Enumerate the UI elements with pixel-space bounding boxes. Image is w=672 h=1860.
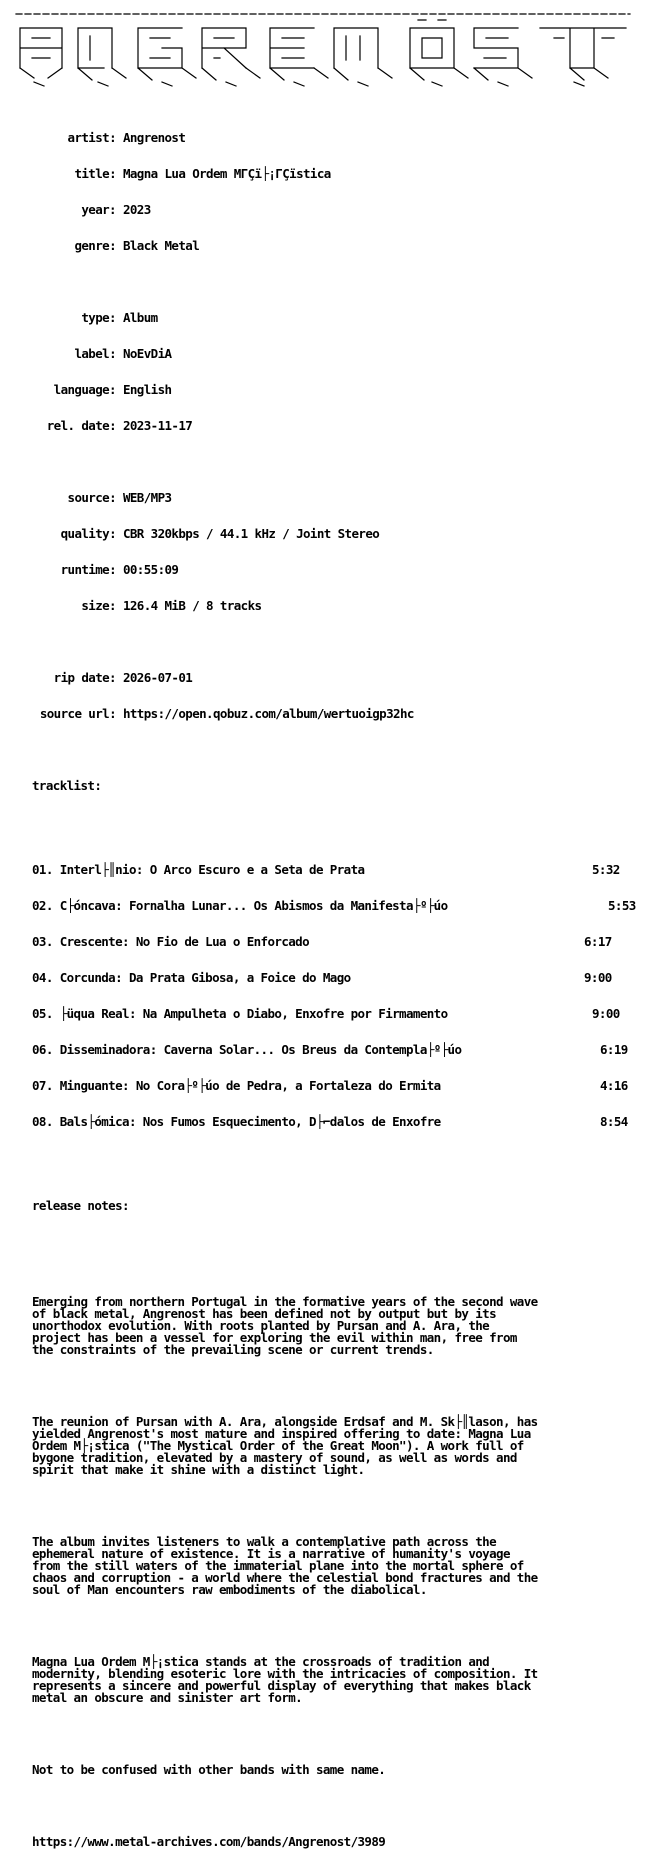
meta-label: source url: xyxy=(39,706,116,721)
meta-row xyxy=(8,384,648,396)
paragraph-line: yielded Angrenost's most mature and inspired offering to date: Magna Lua xyxy=(32,1426,531,1441)
meta-label: artist: xyxy=(67,130,116,145)
meta-row xyxy=(8,708,648,720)
track-duration: 9:00 xyxy=(592,1006,620,1021)
meta-value: Angrenost xyxy=(122,130,186,145)
paragraph-line: Emerging from northern Portugal in the formative years of the second wave xyxy=(32,1294,538,1309)
nfo-document xyxy=(8,96,648,1860)
meta-label: type: xyxy=(81,310,116,325)
paragraph-line: the constraints of the prevailing scene or current trends. xyxy=(32,1342,434,1357)
meta-value: Black Metal xyxy=(122,238,200,253)
release-notes-heading: release notes: xyxy=(32,1198,129,1213)
track-title: 07. Minguante: No Cora├º├úo de Pedra, a Fortaleza do Ermita xyxy=(32,1078,441,1093)
meta-row xyxy=(8,312,648,324)
meta-label: quality: xyxy=(60,526,116,541)
release-notes-paragraph xyxy=(32,1764,632,1776)
track-row xyxy=(8,936,648,948)
track-duration: 5:53 xyxy=(608,898,636,913)
paragraph-line: Ordem M├¡stica ("The Mystical Order of the Great Moon"). A work full of xyxy=(32,1438,524,1453)
meta-value: NoEvDiA xyxy=(122,346,172,361)
release-notes-paragraph xyxy=(32,1416,632,1476)
track-row xyxy=(8,1008,648,1020)
paragraph-line: modernity, blending esoteric lore with the intricacies of composition. It xyxy=(32,1666,538,1681)
paragraph-line: from the still waters of the immaterial plane into the mortal sphere of xyxy=(32,1558,524,1573)
paragraph-line: unorthodox evolution. With roots planted by Pursan and A. Ara, the xyxy=(32,1318,490,1333)
paragraph-line: soul of Man encounters raw embodiments of the diabolical. xyxy=(32,1582,427,1597)
paragraph-line: ephemeral nature of existence. It is a narrative of humanity's voyage xyxy=(32,1546,510,1561)
meta-label: rip date: xyxy=(53,670,116,685)
release-notes-paragraph xyxy=(32,1284,632,1356)
paragraph-line: bygone tradition, elevated by a mastery of sound, as well as words and xyxy=(32,1450,517,1465)
track-duration: 9:00 xyxy=(584,970,612,985)
meta-label: title: xyxy=(74,166,116,181)
meta-row xyxy=(8,564,648,576)
track-row xyxy=(8,972,648,984)
source-url-value: https://open.qobuz.com/album/wertuoigp32hc xyxy=(122,706,414,721)
track-title: 05. ├üqua Real: Na Ampulheta o Diabo, Enxofre por Firmamento xyxy=(32,1006,448,1021)
track-duration: 5:32 xyxy=(592,862,620,877)
meta-row xyxy=(8,348,648,360)
metal-archives-link[interactable]: https://www.metal-archives.com/bands/Angrenost/3989 xyxy=(32,1834,386,1849)
meta-row xyxy=(8,492,648,504)
paragraph-line: project has been a vessel for exploring the evil within man, free from xyxy=(32,1330,517,1345)
meta-row xyxy=(8,672,648,684)
track-row xyxy=(8,1044,648,1056)
track-row xyxy=(8,900,648,912)
release-notes-paragraph xyxy=(32,1656,632,1704)
paragraph-line: chaos and corruption - a world where the celestial bond fractures and the xyxy=(32,1570,538,1585)
track-duration: 8:54 xyxy=(600,1114,628,1129)
meta-value: 126.4 MiB / 8 tracks xyxy=(122,598,262,613)
meta-value: English xyxy=(122,382,172,397)
meta-row xyxy=(8,240,648,252)
track-duration: 4:16 xyxy=(600,1078,628,1093)
meta-row xyxy=(8,168,648,180)
meta-label: label: xyxy=(74,346,116,361)
tracklist-heading: tracklist: xyxy=(32,778,102,793)
meta-label: genre: xyxy=(74,238,116,253)
meta-value: 2026-07-01 xyxy=(122,670,193,685)
track-title: 08. Bals├ómica: Nos Fumos Esquecimento, D├⌐dalos de Enxofre xyxy=(32,1114,441,1129)
meta-row xyxy=(8,420,648,432)
meta-label: language: xyxy=(53,382,116,397)
meta-value: CBR 320kbps / 44.1 kHz / Joint Stereo xyxy=(122,526,380,541)
meta-row xyxy=(8,132,648,144)
ascii-art-banner xyxy=(14,8,634,88)
meta-value: Magna Lua Ordem MΓÇï├¡ΓÇïstica xyxy=(122,166,331,181)
track-title: 01. Interl├║nio: O Arco Escuro e a Seta de Prata xyxy=(32,862,365,877)
paragraph-line: represents a sincere and powerful display of everything that makes black xyxy=(32,1678,531,1693)
release-notes-paragraph xyxy=(32,1536,632,1596)
paragraph-line: The reunion of Pursan with A. Ara, alongside Erdsaf and M. Sk├║lason, has xyxy=(32,1414,538,1429)
meta-row xyxy=(8,528,648,540)
meta-label: size: xyxy=(81,598,116,613)
track-title: 03. Crescente: No Fio de Lua o Enforcado xyxy=(32,934,310,949)
track-row xyxy=(8,864,648,876)
meta-value: 2023 xyxy=(122,202,151,217)
meta-value: Album xyxy=(122,310,158,325)
track-title: 06. Disseminadora: Caverna Solar... Os Breus da Contempla├º├úo xyxy=(32,1042,462,1057)
track-row xyxy=(8,1116,648,1128)
meta-label: runtime: xyxy=(60,562,116,577)
track-duration: 6:19 xyxy=(600,1042,628,1057)
meta-row xyxy=(8,600,648,612)
paragraph-line: Magna Lua Ordem M├¡stica stands at the crossroads of tradition and xyxy=(32,1654,490,1669)
paragraph-line: of black metal, Angrenost has been defined not by output but by its xyxy=(32,1306,497,1321)
track-title: 02. C├óncava: Fornalha Lunar... Os Abismos da Manifesta├º├úo xyxy=(32,898,448,913)
meta-value: WEB/MP3 xyxy=(122,490,172,505)
meta-value: 2023-11-17 xyxy=(122,418,193,433)
track-duration: 6:17 xyxy=(584,934,612,949)
paragraph-line: metal an obscure and sinister art form. xyxy=(32,1690,303,1705)
paragraph-line: Not to be confused with other bands with same name. xyxy=(32,1762,386,1777)
meta-label: year: xyxy=(81,202,116,217)
paragraph-line: The album invites listeners to walk a contemplative path across the xyxy=(32,1534,497,1549)
ascii-art-logo-icon xyxy=(14,8,634,88)
meta-value: 00:55:09 xyxy=(122,562,179,577)
track-row xyxy=(8,1080,648,1092)
meta-label: source: xyxy=(67,490,116,505)
meta-label: rel. date: xyxy=(46,418,116,433)
paragraph-line: spirit that make it shine with a distinct light. xyxy=(32,1462,365,1477)
track-title: 04. Corcunda: Da Prata Gibosa, a Foice do Mago xyxy=(32,970,351,985)
meta-row xyxy=(8,204,648,216)
